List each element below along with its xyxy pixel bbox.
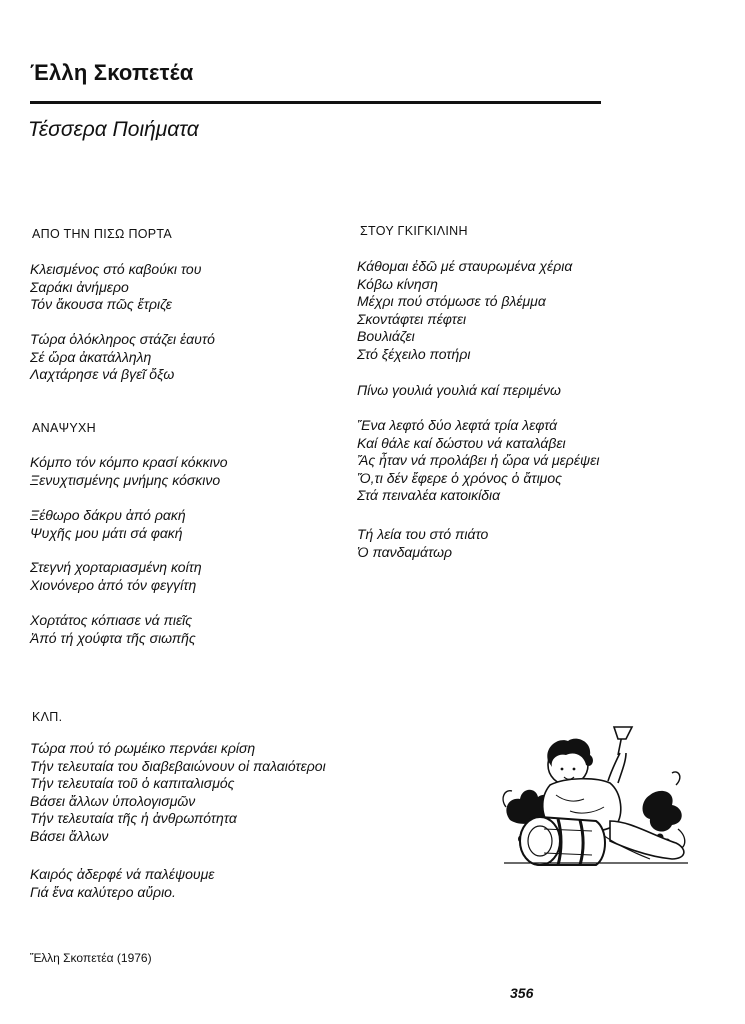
stanza	[30, 740, 326, 846]
stanza	[357, 526, 488, 561]
poem-line: Βάσει ἄλλων ὑπολογισμῶν	[30, 792, 196, 809]
poem-line: Κλεισμένος στό καβούκι του	[30, 261, 202, 277]
stanza	[30, 454, 228, 489]
poem-line: Στό ξέχειλο ποτήρι	[357, 345, 471, 362]
poem-line: Τήν τελευταία τῆς ἡ ἀνθρωπότητα	[30, 810, 237, 827]
poem-line: Ἕνα λεφτό δύο λεφτά τρία λεφτά	[357, 417, 558, 433]
poem-title: ΑΠΟ ΤΗΝ ΠΙΣΩ ΠΟΡΤΑ	[32, 227, 173, 241]
poem-line: Πίνω γουλιά γουλιά καί περιμένω	[357, 382, 561, 398]
poem-line: Ξενυχτισμένης μνήμης κόσκινο	[30, 471, 221, 488]
poem-line: Σαράκι ἀνήμερο	[30, 278, 129, 295]
poem-line: Χορτάτος κόπιασε νά πιεῖς	[30, 612, 193, 628]
poem-line: Χιονόνερο ἀπό τόν φεγγίτη	[30, 576, 197, 593]
poem-line: Τήν τελευταία τοῦ ὁ καπιταλισμός	[30, 775, 235, 792]
poem-line: Σκοντάφτει πέφτει	[357, 310, 467, 327]
author-credit: Ἔλλη Σκοπετέα (1976)	[30, 951, 152, 965]
poem-line: Τώρα ὁλόκληρος στάζει ἑαυτό	[30, 331, 215, 347]
poem-title: ΣΤΟΥ ΓΚΙΓΚΙΛΙΝΗ	[360, 224, 468, 238]
stanza	[30, 559, 202, 594]
page-number: 356	[510, 985, 534, 1001]
poem-line: Στεγνή χορταριασμένη κοίτη	[30, 559, 202, 575]
poem-line: Ὁ πανδαμάτωρ	[357, 543, 453, 560]
poem-line: Καί θάλε καί δώστου νά καταλάβει	[357, 434, 566, 451]
stanza	[30, 507, 186, 542]
poem-line: Ἀπό τή χούφτα τῆς σιωπῆς	[30, 629, 196, 646]
stanza	[30, 261, 201, 314]
poem-line: Ψυχῆς μου μάτι σά φακή	[30, 524, 183, 541]
stanza	[357, 382, 561, 400]
stanza	[30, 612, 196, 647]
title-rule	[30, 101, 601, 104]
poem-title: ΚΛΠ.	[32, 710, 63, 724]
poem-line: Ἄς ἦταν νά προλάβει ἡ ὥρα νά μερέψει	[357, 452, 600, 469]
poem-line: Λαχτάρησε νά βγεῖ ὄξω	[30, 366, 175, 383]
poem-line: Γιά ἕνα καλύτερο αὔριο.	[30, 883, 176, 900]
poem-line: Κόμπο τόν κόμπο κρασί κόκκινο	[30, 454, 228, 470]
poem-line: Καιρός ἀδερφέ νά παλέψουμε	[30, 866, 215, 882]
stanza	[357, 258, 572, 364]
poem-line: Τώρα πού τό ρωμέικο περνάει κρίση	[30, 740, 256, 756]
poem-line: Τή λεία του στό πιάτο	[357, 526, 489, 542]
author-name: Έλλη Σκοπετέα	[30, 60, 194, 85]
poem-line: Τόν ἄκουσα πῶς ἔτριζε	[30, 296, 172, 313]
stanza	[30, 331, 215, 384]
poem-line: Μέχρι πού στόμωσε τό βλέμμα	[357, 293, 546, 310]
poem-line: Βουλιάζει	[357, 328, 415, 345]
poem-line: Κόβω κίνηση	[357, 275, 438, 292]
poem-line: Βάσει ἄλλων	[30, 827, 109, 844]
stanza	[357, 417, 599, 505]
collection-title: Τέσσερα Ποιήματα	[28, 118, 199, 141]
poem-line: Στά πειναλέα κατοικίδια	[357, 487, 501, 504]
poem-line: Τήν τελευταία του διαβεβαιώνουν οἱ παλαιότεροι	[30, 757, 326, 774]
poem-line: Ξέθωρο δάκρυ ἀπό ρακή	[30, 507, 186, 523]
cherub-with-wine-barrel-icon	[500, 725, 692, 870]
poem-line: Σέ ὥρα ἀκατάλληλη	[30, 348, 152, 365]
poem-line: Κάθομαι ἐδῶ μέ σταυρωμένα χέρια	[357, 258, 573, 274]
poem-title: ΑΝΑΨΥΧΗ	[32, 421, 96, 435]
stanza	[30, 866, 214, 901]
poem-line: Ὅ,τι δέν ἔφερε ὁ χρόνος ὁ ἄτιμος	[357, 469, 562, 486]
